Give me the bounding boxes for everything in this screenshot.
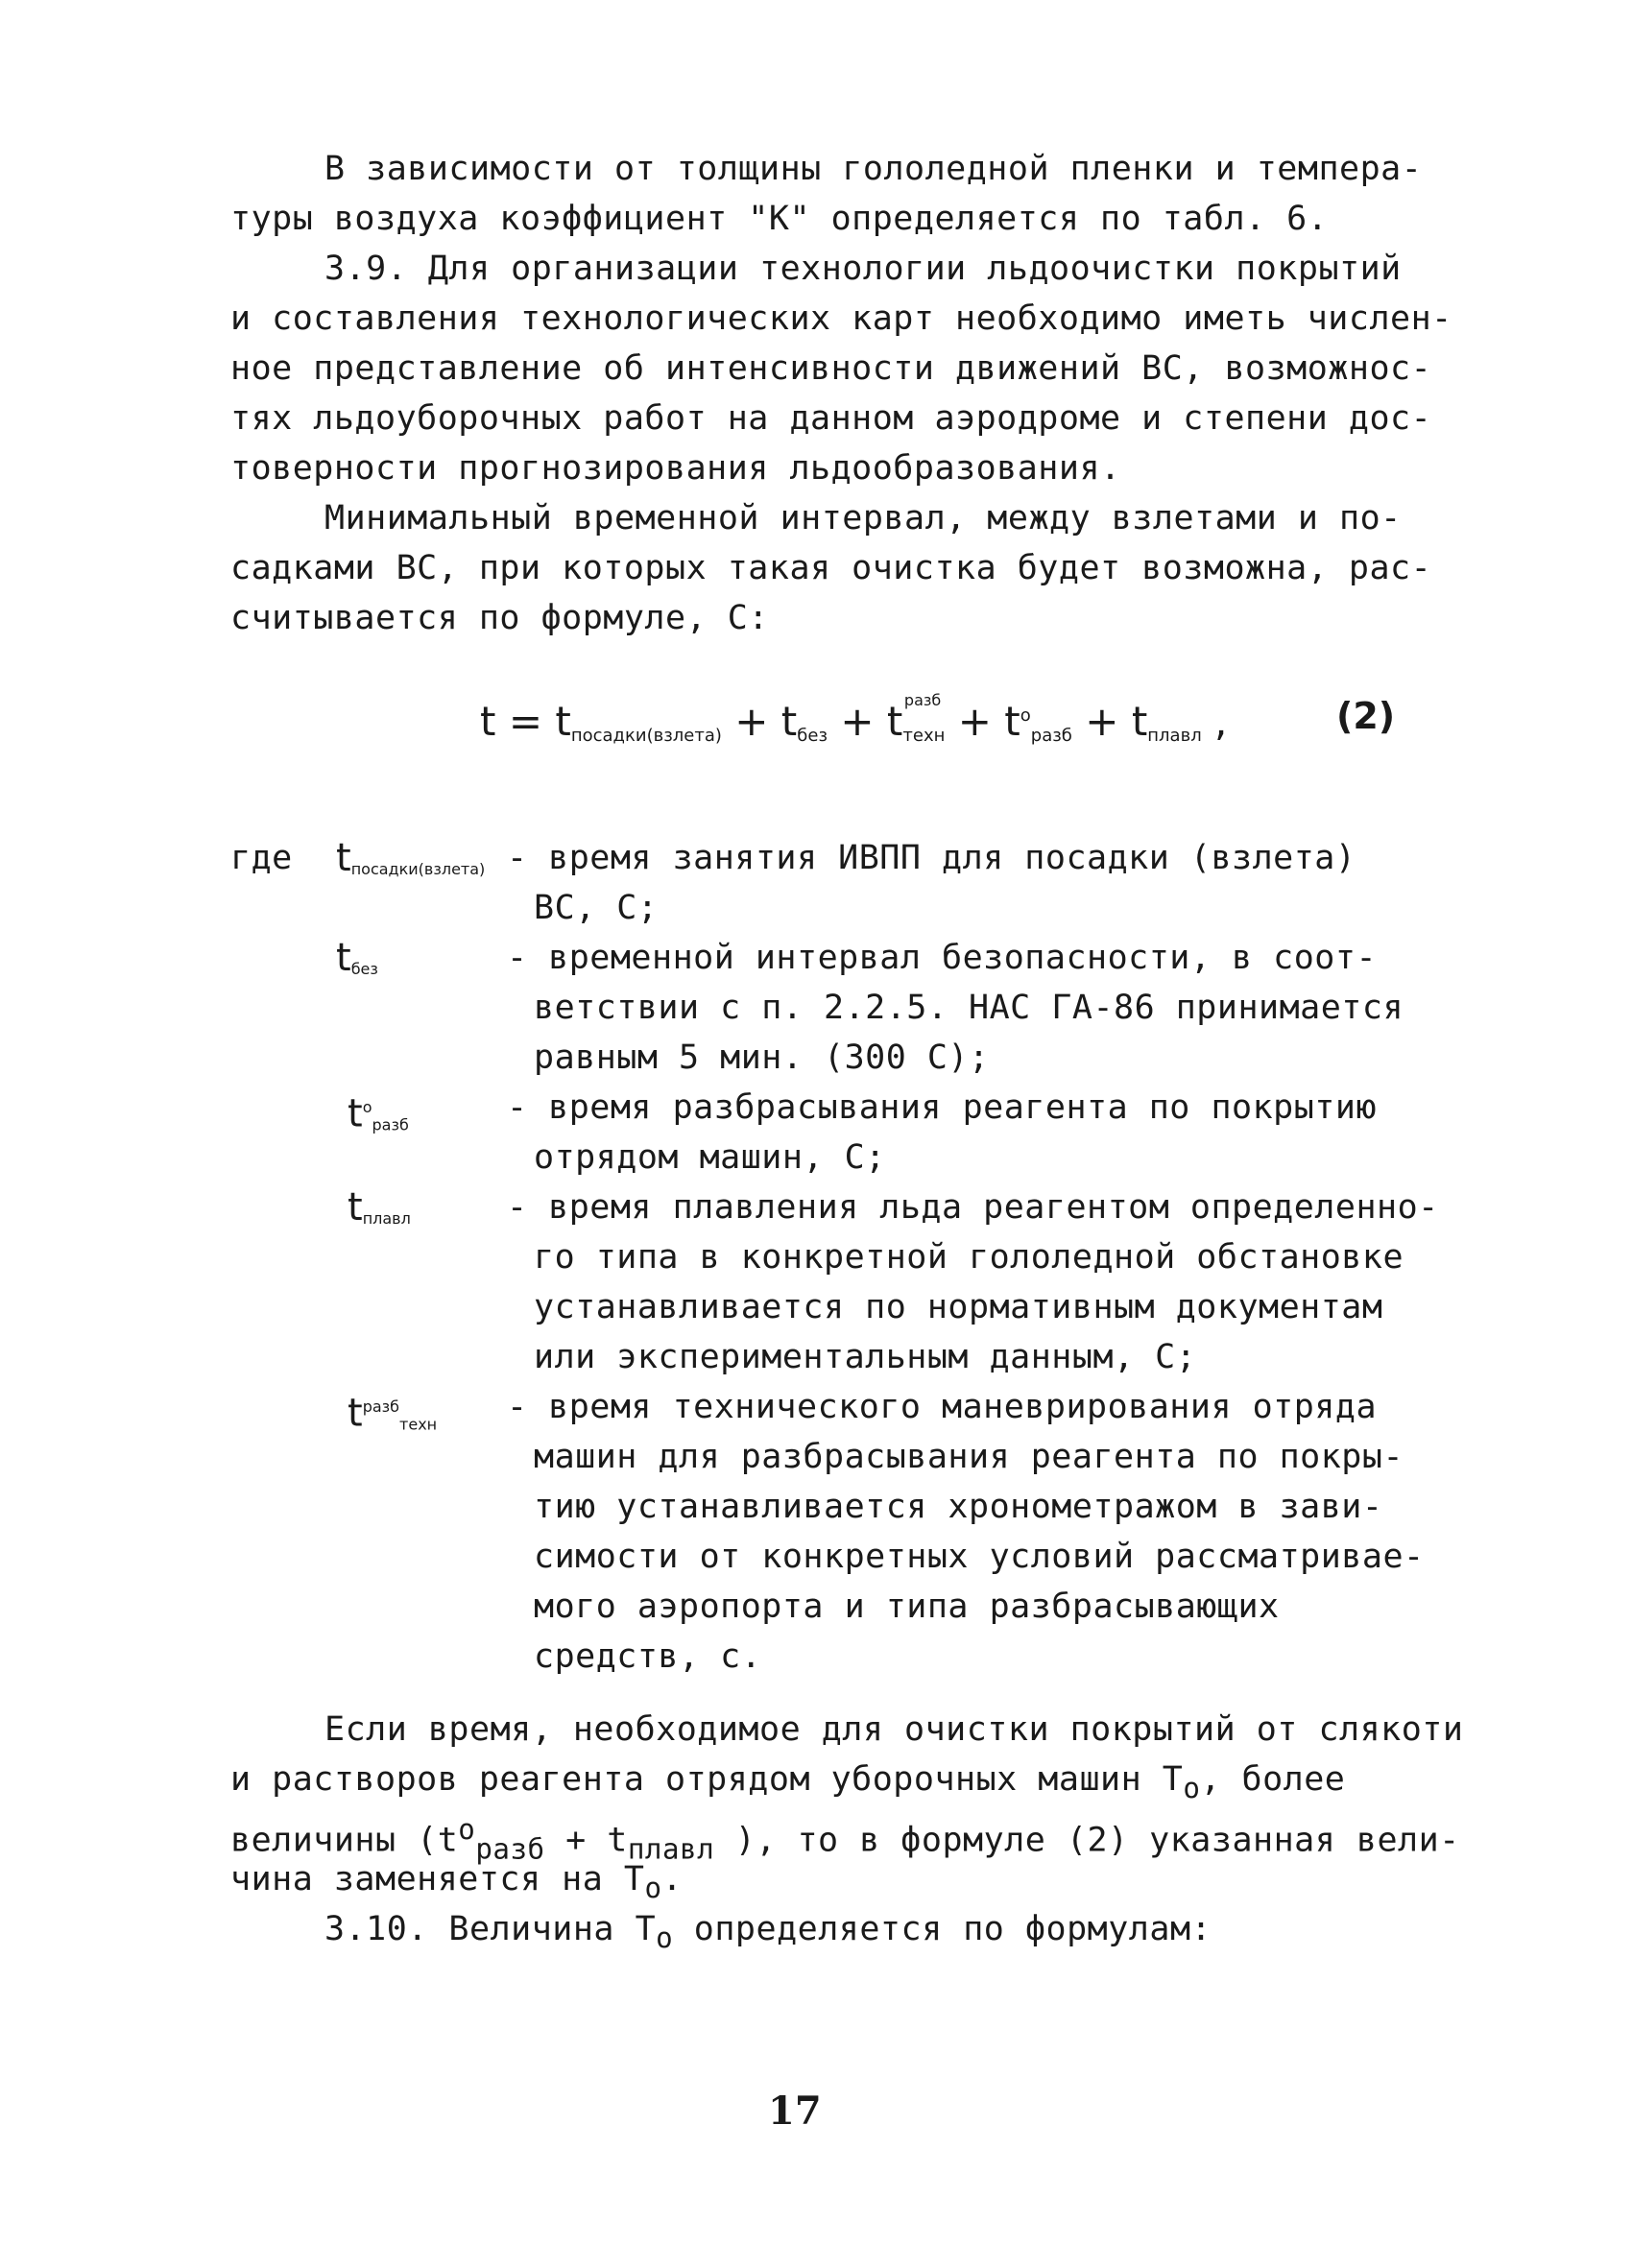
symbol-t-melting: $t_{плавл}$ (348, 1185, 411, 1229)
formula-number: (2) (1336, 695, 1396, 737)
closing-paragraph-line-2: и растворов реагента отрядом уборочных машин $Т_о$, более (230, 1760, 1346, 1804)
paragraph-2-line-1: 3.9. Для организации технологии льдоочистки покрытий (324, 250, 1402, 288)
definition-5-line-3: тию устанавливается хронометражом в зави- (534, 1488, 1383, 1526)
paragraph-3-line-2: садками ВС, при которых такая очистка будет возможна, рас- (230, 549, 1432, 587)
formula-2: $t = t_{посадки(взлета)} + t_{без} + t$ разб $_{техн} + t^о_{разб} + t_{плавл}$ , (480, 691, 1228, 746)
paragraph-3-line-1: Минимальный временной интервал, между взлетами и по- (324, 499, 1402, 537)
definition-4-line-3: устанавливается по нормативным документам (534, 1288, 1383, 1326)
definition-2-line-1: - временной интервал безопасности, в соот- (507, 939, 1378, 977)
section-3-10-line: 3.10. Величина $Т_о$ определяется по формулам: (324, 1910, 1212, 1954)
definition-2-line-3: равным 5 мин. (300 С); (534, 1039, 990, 1077)
definition-4-line-4: или экспериментальным данным, С; (534, 1338, 1197, 1376)
definition-5-line-2: машин для разбрасывания реагента по покры- (534, 1438, 1404, 1476)
closing-paragraph-line-4: чина заменяется на $Т_о$. (230, 1860, 684, 1904)
definition-4-line-2: го типа в конкретной гололедной обстановке (534, 1238, 1404, 1277)
definition-5-line-6: средств, с. (534, 1637, 762, 1676)
definition-5-line-5: мого аэропорта и типа разбрасывающих (534, 1588, 1280, 1626)
paragraph-2-line-4: тях льдоуборочных работ на данном аэродроме и степени дос- (230, 399, 1432, 438)
symbol-t-safety: $t_{без}$ (336, 936, 378, 980)
closing-paragraph-line-3: величины ($t^о_{разб} + t_{плавл}$ ), то в формуле (2) указанная вели- (230, 1813, 1460, 1866)
symbol-t-maneuvering: $t^{разб}_{техн}$ (348, 1391, 438, 1436)
symbol-t-spreading: $t^о_{разб}$ (348, 1091, 409, 1136)
closing-paragraph-line-1: Если время, необходимое для очистки покрытий от слякоти (324, 1710, 1464, 1749)
paragraph-3-line-3: считывается по формуле, С: (230, 599, 769, 637)
paragraph-2-line-2: и составления технологических карт необходимо иметь числен- (230, 299, 1452, 338)
definition-3-line-1: - время разбрасывания реагента по покрытию (507, 1088, 1378, 1127)
paragraph-1-line-2: туры воздуха коэффициент "К" определяется по табл. 6. (230, 200, 1329, 238)
symbol-t-landing: $t_{посадки(взлета)}$ (336, 836, 486, 880)
definition-1-line-2: ВС, С; (534, 889, 659, 927)
paragraph-2-line-3: ное представление об интенсивности движений ВС, возможнос- (230, 349, 1432, 388)
paragraph-1-line-1: В зависимости от толщины гололедной пленки и темпера- (324, 150, 1423, 188)
definition-1-line-1: - время занятия ИВПП для посадки (взлета) (507, 839, 1356, 877)
definition-2-line-2: ветствии с п. 2.2.5. НАС ГА-86 принимается (534, 989, 1404, 1027)
definition-5-line-1: - время технического маневрирования отряда (507, 1388, 1378, 1426)
definition-4-line-1: - время плавления льда реагентом определенно- (507, 1188, 1439, 1227)
where-word: где (230, 839, 293, 877)
definition-5-line-4: симости от конкретных условий рассматривае- (534, 1538, 1425, 1576)
paragraph-2-line-5: товерности прогнозирования льдообразования. (230, 449, 1121, 488)
definition-3-line-2: отрядом машин, С; (534, 1138, 886, 1177)
page-number: 17 (768, 2089, 822, 2134)
